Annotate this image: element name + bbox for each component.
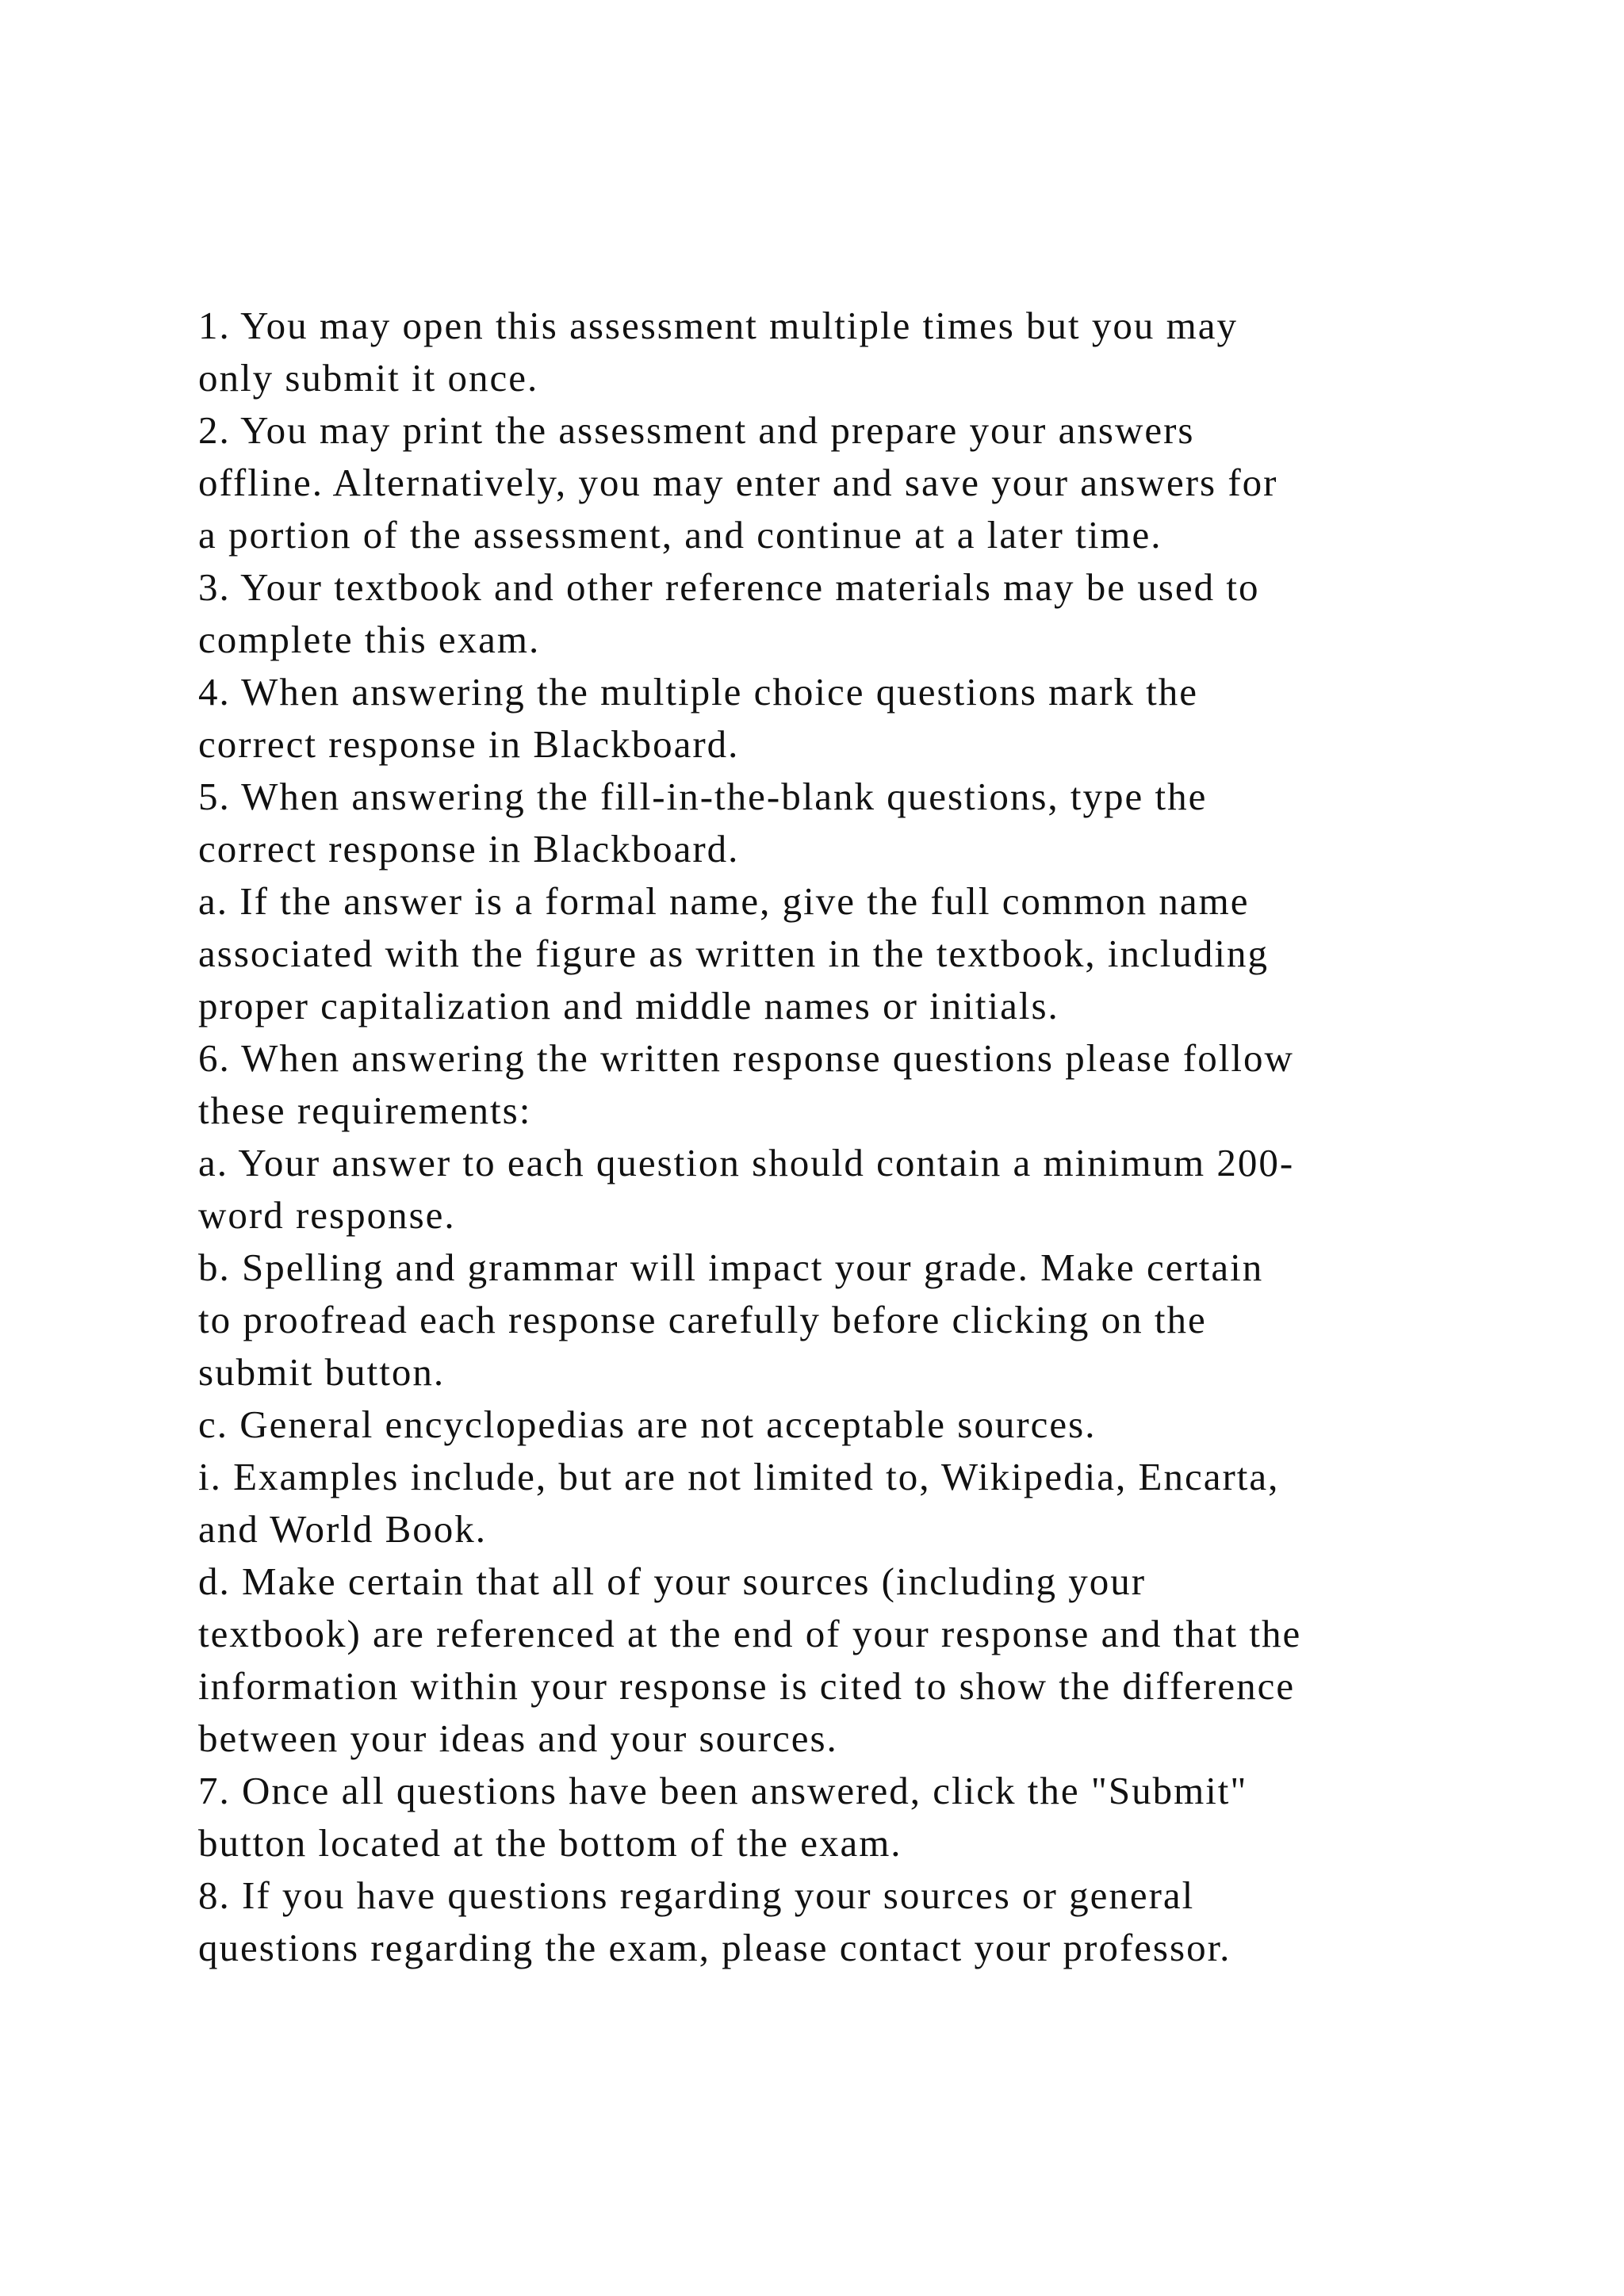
text-line: a portion of the assessment, and continue at a later time. xyxy=(198,513,1162,557)
text-line: to proofread each response carefully before clicking on the xyxy=(198,1298,1207,1341)
text-line: and World Book. xyxy=(198,1507,488,1551)
text-line: a. If the answer is a formal name, give the full common name xyxy=(198,879,1250,923)
text-line: 7. Once all questions have been answered, click the "Submit" xyxy=(198,1769,1248,1812)
text-line: button located at the bottom of the exam. xyxy=(198,1821,902,1865)
text-line: 3. Your textbook and other reference materials may be used to xyxy=(198,565,1260,609)
text-line: between your ideas and your sources. xyxy=(198,1716,838,1760)
text-line: 8. If you have questions regarding your sources or general xyxy=(198,1873,1195,1917)
text-line: proper capitalization and middle names or initials. xyxy=(198,984,1059,1027)
text-line: questions regarding the exam, please contact your professor. xyxy=(198,1926,1231,1969)
text-line: information within your response is cited to show the difference xyxy=(198,1664,1296,1708)
text-line: 2. You may print the assessment and prepare your answers xyxy=(198,408,1195,452)
text-line: c. General encyclopedias are not acceptable sources. xyxy=(198,1402,1097,1446)
text-line: 1. You may open this assessment multiple times but you may xyxy=(198,304,1239,347)
text-line: a. Your answer to each question should contain a minimum 200- xyxy=(198,1141,1295,1184)
text-line: word response. xyxy=(198,1193,456,1237)
text-line: b. Spelling and grammar will impact your grade. Make certain xyxy=(198,1246,1264,1289)
text-line: these requirements: xyxy=(198,1089,532,1132)
text-line: correct response in Blackboard. xyxy=(198,722,740,766)
text-line: associated with the figure as written in the textbook, including xyxy=(198,932,1269,975)
text-line: 5. When answering the fill-in-the-blank questions, type the xyxy=(198,775,1208,818)
text-line: submit button. xyxy=(198,1350,446,1394)
text-line: 6. When answering the written response questions please follow xyxy=(198,1036,1294,1080)
text-line: textbook) are referenced at the end of your response and that the xyxy=(198,1612,1302,1655)
text-line: correct response in Blackboard. xyxy=(198,827,740,871)
text-line: complete this exam. xyxy=(198,618,541,661)
text-line: d. Make certain that all of your sources (including your xyxy=(198,1559,1147,1603)
text-line: offline. Alternatively, you may enter and save your answers for xyxy=(198,461,1278,504)
text-line: only submit it once. xyxy=(198,356,539,400)
text-line: 4. When answering the multiple choice questions mark the xyxy=(198,670,1198,714)
text-line: i. Examples include, but are not limited to, Wikipedia, Encarta, xyxy=(198,1455,1280,1498)
instructions-text xyxy=(198,300,1546,1974)
